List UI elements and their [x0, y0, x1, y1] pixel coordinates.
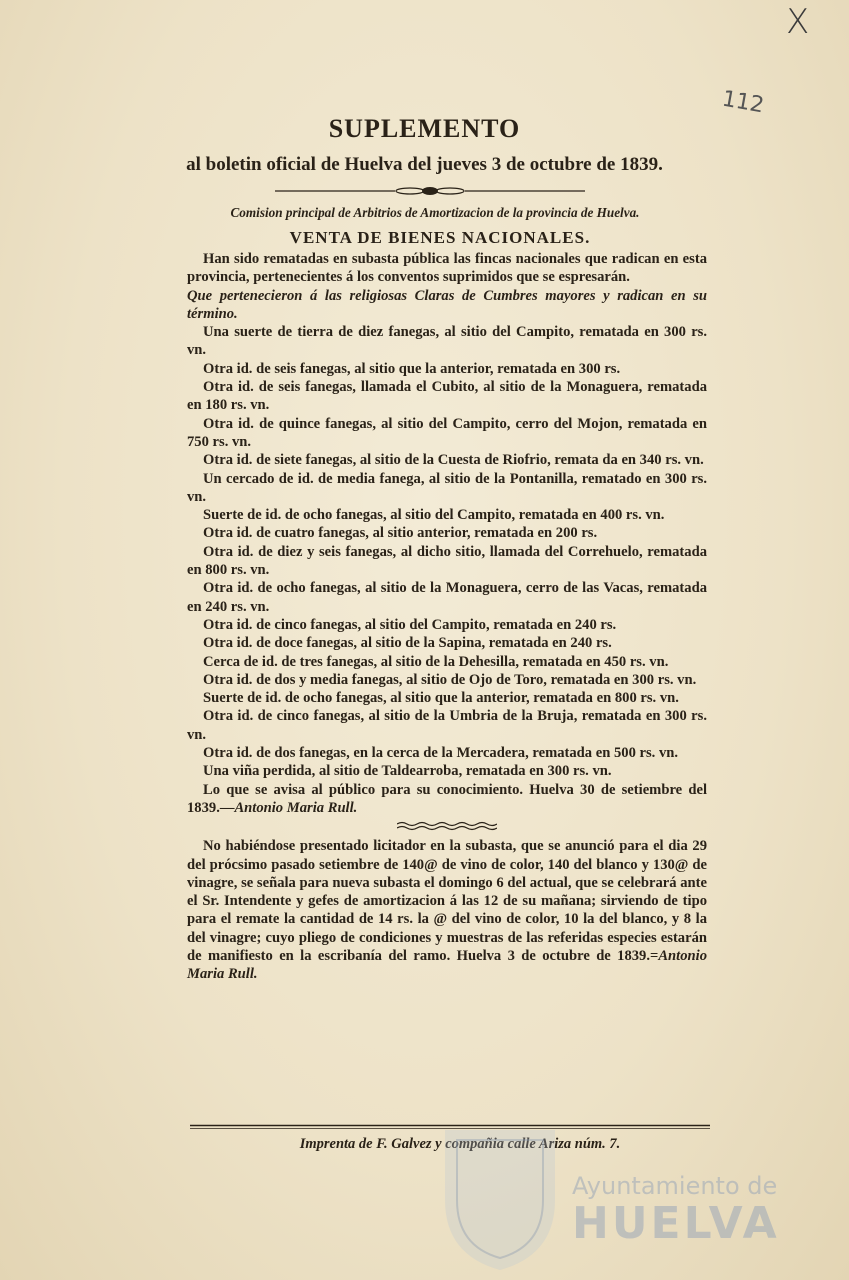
- intro-paragraph: Han sido rematadas en subasta pública las fincas nacionales que radican en esta provincia, pertenecientes á los conventos suprimidos que se espresarán.: [187, 251, 707, 286]
- printer-imprint: Imprenta de F. Galvez y compañia calle Ariza núm. 7.: [299, 1136, 621, 1152]
- watermark-line2: HUELVA: [572, 1198, 780, 1249]
- list-item: Suerte de id. de ocho fanegas, al sitio del Campito, rematada en 400 rs. vn.: [203, 507, 665, 524]
- list-item: Otra id. de cinco fanegas, al sitio del Campito, rematada en 240 rs.: [203, 616, 617, 633]
- article-body: [187, 250, 707, 984]
- list-item: Otra id. de siete fanegas, al sitio de la Cuesta de Riofrio, remata da en 340 rs. vn.: [203, 452, 704, 469]
- section-heading: VENTA DE BIENES NACIONALES.: [289, 228, 591, 247]
- notice-paragraph: [187, 837, 707, 983]
- commission-heading: Comision principal de Arbitrios de Amortizacion de la provincia de Huelva.: [230, 205, 640, 220]
- list-item: Otra id. de seis fanegas, llamada el Cubito, al sitio de la Monaguera, rematada en 180 rs. vn.: [187, 379, 707, 414]
- signature: Antonio Maria Rull.: [234, 799, 358, 816]
- list-item: Un cercado de id. de media fanega, al sitio de la Pontanilla, rematado en 300 rs. vn.: [187, 470, 707, 505]
- ornament-divider: [275, 186, 585, 196]
- list-item: Otra id. de dos y media fanegas, al sitio de Ojo de Toro, rematada en 300 rs. vn.: [203, 671, 697, 688]
- list-item: Otra id. de cuatro fanegas, al sitio anterior, rematada en 200 rs.: [203, 525, 598, 542]
- list-item: Otra id. de seis fanegas, al sitio que la anterior, rematada en 300 rs.: [203, 360, 621, 377]
- list-item: Otra id. de dos fanegas, en la cerca de la Mercadera, rematada en 500 rs. vn.: [203, 745, 679, 762]
- list-item: Otra id. de ocho fanegas, al sitio de la Monaguera, cerro de las Vacas, rematada en 240 rs. vn.: [187, 580, 707, 615]
- page-subtitle: al boletin oficial de Huelva del jueves 3 de octubre de 1839.: [186, 154, 663, 175]
- list-item: Otra id. de cinco fanegas, al sitio de la Umbria de la Bruja, rematada en 300 rs. vn.: [187, 708, 707, 743]
- notice-signature: Antonio Maria Rull.: [187, 947, 707, 983]
- wave-separator: [397, 821, 497, 831]
- corner-mark: X: [786, 2, 810, 42]
- page-number-annotation: 112: [720, 86, 766, 119]
- list-item: Suerte de id. de ocho fanegas, al sitio que la anterior, rematada en 800 rs. vn.: [203, 690, 679, 707]
- list-item: Otra id. de diez y seis fanegas, al dicho sitio, llamada del Correhuelo, rematada en 800 rs. vn.: [187, 543, 707, 579]
- list-item: Una suerte de tierra de diez fanegas, al sitio del Campito, rematada en 300 rs. vn.: [187, 324, 707, 359]
- watermark-line1: Ayuntamiento de: [572, 1172, 778, 1200]
- list-item: Otra id. de quince fanegas, al sitio del Campito, cerro del Mojon, rematada en 750 rs. vn.: [187, 415, 707, 450]
- page-title: SUPLEMENTO: [328, 114, 521, 143]
- closing-paragraph: [187, 781, 707, 818]
- list-item: Cerca de id. de tres fanegas, al sitio de la Dehesilla, rematada en 450 rs. vn.: [203, 653, 669, 670]
- list-item: Una viña perdida, al sitio de Taldearroba, rematada en 300 rs. vn.: [203, 763, 612, 780]
- notice-text: No habiéndose presentado licitador en la subasta, que se anunció para el dia 29 del prócsimo pasado setiembre de 140@ de vino de color, 140 del blanco y 130@ de vinagre, se señala para nueva subasta el domingo 6 del actual, que se celebrará ante el Sr. Intendente y gefes de amortizacion á las 12 de su mañana; sirviendo de tipo para el remate la cantidad de 14 rs. la @ del vino de color, 10 la del blanco, y 8 la del vinagre; cuyo pliego de condiciones y muestras de las referidas especies estarán de manifiesto en la escribanía del ramo. Huelva 3 de octubre de 1839.=: [187, 838, 707, 964]
- subheading: Que pertenecieron á las religiosas Claras de Cumbres mayores y radican en su término.: [187, 287, 707, 322]
- closing-text: Lo que se avisa al público para su conocimiento. Huelva 30 de setiembre del 1839.—: [187, 781, 707, 816]
- list-item: Otra id. de doce fanegas, al sitio de la Sapina, rematada en 240 rs.: [203, 635, 612, 652]
